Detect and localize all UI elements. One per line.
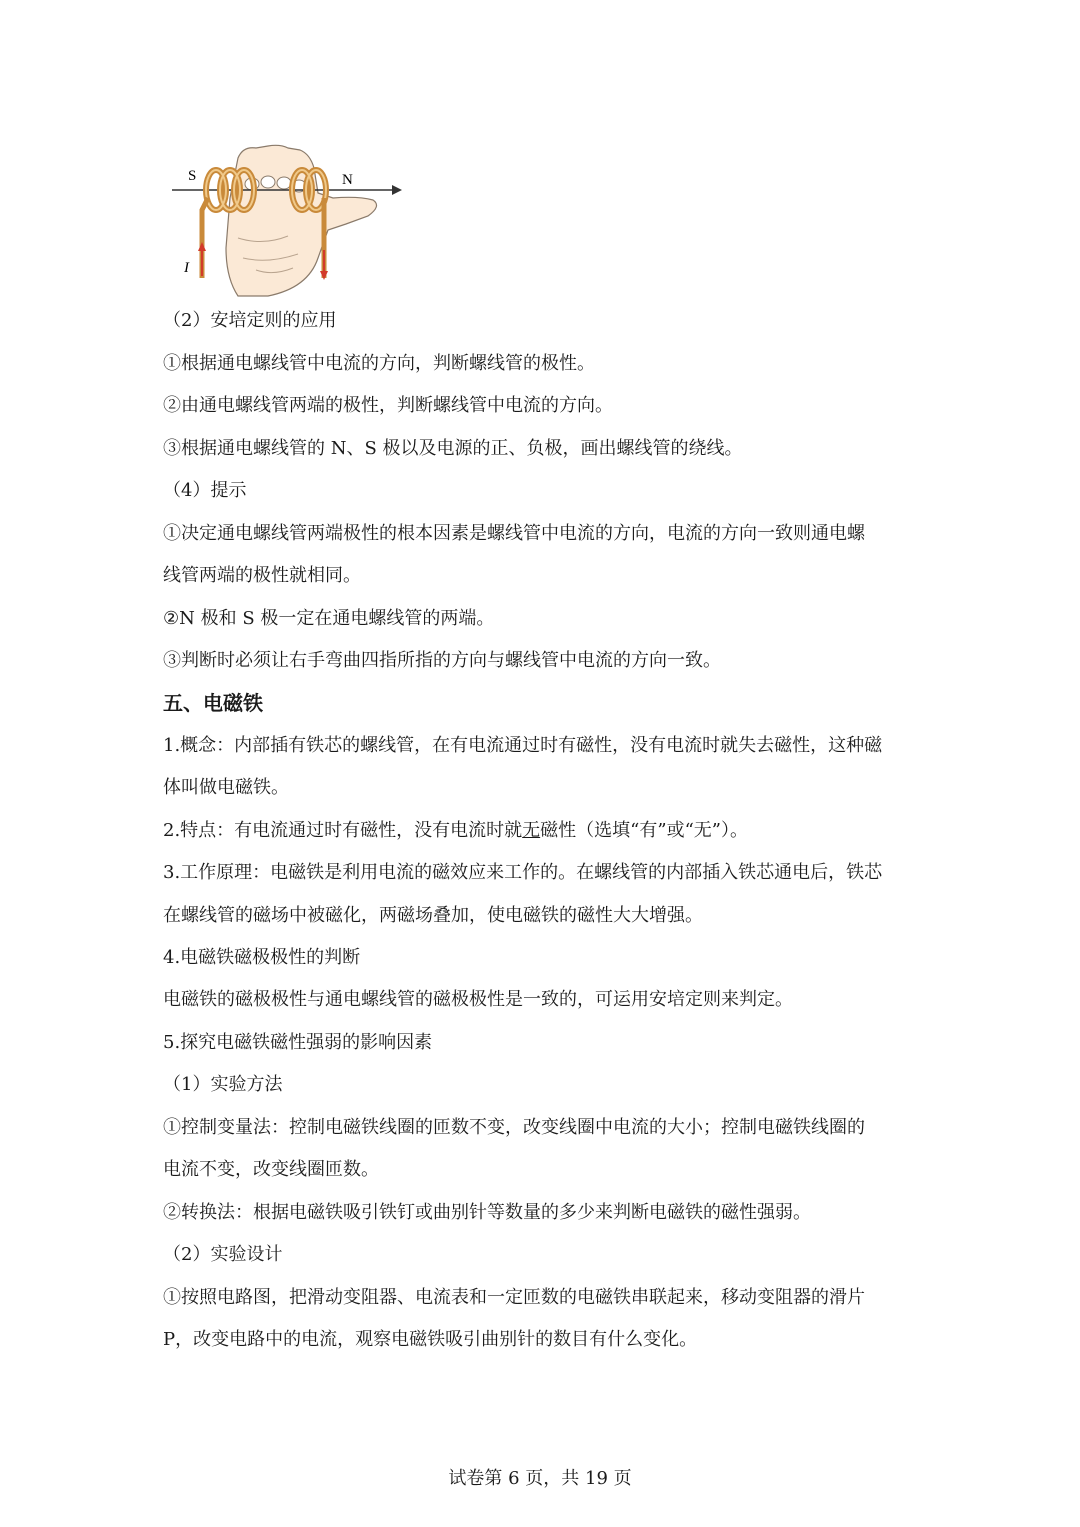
concept-line-1: 1.概念：内部插有铁芯的螺线管，在有电流通过时有磁性，没有电流时就失去磁性，这种磁 bbox=[163, 735, 883, 756]
label-n-pole: N bbox=[342, 172, 353, 188]
label-s-pole: S bbox=[188, 168, 197, 184]
polarity-title: 4.电磁铁磁极极性的判断 bbox=[163, 947, 361, 968]
design-1-line-2: P，改变电路中的电流，观察电磁铁吸引曲别针的数目有什么变化。 bbox=[163, 1329, 698, 1350]
current-arrow-down bbox=[320, 271, 328, 280]
feature-answer: 无 bbox=[522, 820, 541, 841]
method-1-line-2: 电流不变，改变线圈匝数。 bbox=[163, 1159, 379, 1180]
section-title-electromagnet: 五、电磁铁 bbox=[163, 691, 263, 715]
polarity-text: 电磁铁的磁极极性与通电螺线管的磁极极性是一致的，可运用安培定则来判定。 bbox=[163, 989, 793, 1010]
page-footer: 试卷第 6 页，共 19 页 bbox=[448, 1468, 632, 1489]
explore-title: 5.探究电磁铁磁性强弱的影响因素 bbox=[163, 1032, 433, 1053]
sec2-item-2: ②由通电螺线管两端的极性，判断螺线管中电流的方向。 bbox=[163, 395, 613, 416]
method-heading: （1）实验方法 bbox=[163, 1074, 283, 1095]
sec2-item-3: ③根据通电螺线管的 N、S 极以及电源的正、负极，画出螺线管的绕线。 bbox=[163, 438, 743, 459]
principle-line-2: 在螺线管的磁场中被磁化，两磁场叠加，使电磁铁的磁性大大增强。 bbox=[163, 905, 703, 926]
concept-line-2: 体叫做电磁铁。 bbox=[163, 777, 289, 798]
method-2: ②转换法：根据电磁铁吸引铁钉或曲别针等数量的多少来判断电磁铁的磁性强弱。 bbox=[163, 1202, 811, 1223]
sec4-item-3: ③判断时必须让右手弯曲四指所指的方向与螺线管中电流的方向一致。 bbox=[163, 650, 721, 671]
feature-post-text: 磁性（选填“有”或“无”）。 bbox=[540, 820, 748, 841]
design-1-line-1: ①按照电路图，把滑动变阻器、电流表和一定匝数的电磁铁串联起来，移动变阻器的滑片 bbox=[163, 1287, 865, 1308]
sec4-heading: （4）提示 bbox=[163, 480, 247, 501]
feature-line bbox=[163, 819, 748, 843]
sec4-item-1-line-2: 线管两端的极性就相同。 bbox=[163, 565, 361, 586]
feature-pre-text: 2.特点：有电流通过时有磁性，没有电流时就 bbox=[163, 820, 523, 841]
principle-line-1: 3.工作原理：电磁铁是利用电流的磁效应来工作的。在螺线管的内部插入铁芯通电后，铁芯 bbox=[163, 862, 883, 883]
right-hand-rule-figure bbox=[168, 138, 408, 300]
axis-arrowhead bbox=[392, 185, 402, 195]
label-current-i: I bbox=[184, 260, 189, 276]
sec2-heading: （2）安培定则的应用 bbox=[163, 310, 337, 331]
method-1-line-1: ①控制变量法：控制电磁铁线圈的匝数不变，改变线圈中电流的大小；控制电磁铁线圈的 bbox=[163, 1117, 865, 1138]
current-arrow-up bbox=[198, 242, 206, 251]
design-heading: （2）实验设计 bbox=[163, 1244, 283, 1265]
sec2-item-1: ①根据通电螺线管中电流的方向，判断螺线管的极性。 bbox=[163, 353, 595, 374]
sec4-item-1-line-1: ①决定通电螺线管两端极性的根本因素是螺线管中电流的方向，电流的方向一致则通电螺 bbox=[163, 523, 865, 544]
sec4-item-2: ②N 极和 S 极一定在通电螺线管的两端。 bbox=[163, 608, 495, 629]
